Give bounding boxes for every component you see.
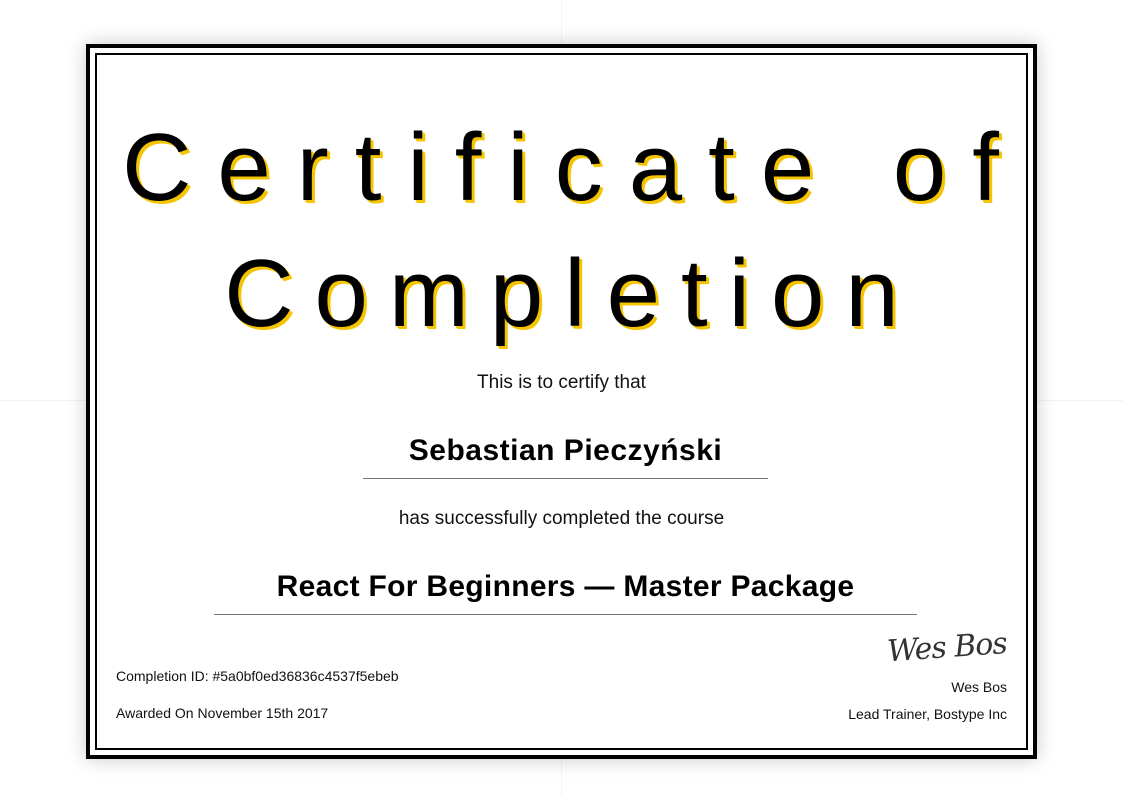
certificate-title-line1: Certificate of [122,114,1025,221]
signer-name: Wes Bos [951,679,1007,695]
signer-role: Lead Trainer, Bostype Inc [848,706,1007,722]
course-underline [214,614,917,615]
awarded-date: Awarded On November 15th 2017 [116,705,329,721]
course-name: React For Beginners — Master Package [276,570,855,603]
recipient-block [363,434,768,479]
recipient-underline [363,478,768,479]
certificate-sheet [86,44,1037,759]
recipient-name: Sebastian Pieczyński [408,434,723,467]
completion-id: Completion ID: #5a0bf0ed36836c4537f5ebeb [116,668,399,684]
course-block [214,570,917,615]
certificate-title-line2: Completion [224,240,920,347]
certify-text: This is to certify that [477,372,646,393]
completed-text: has successfully completed the course [398,508,725,529]
signature: Wes Bos [886,626,1009,670]
